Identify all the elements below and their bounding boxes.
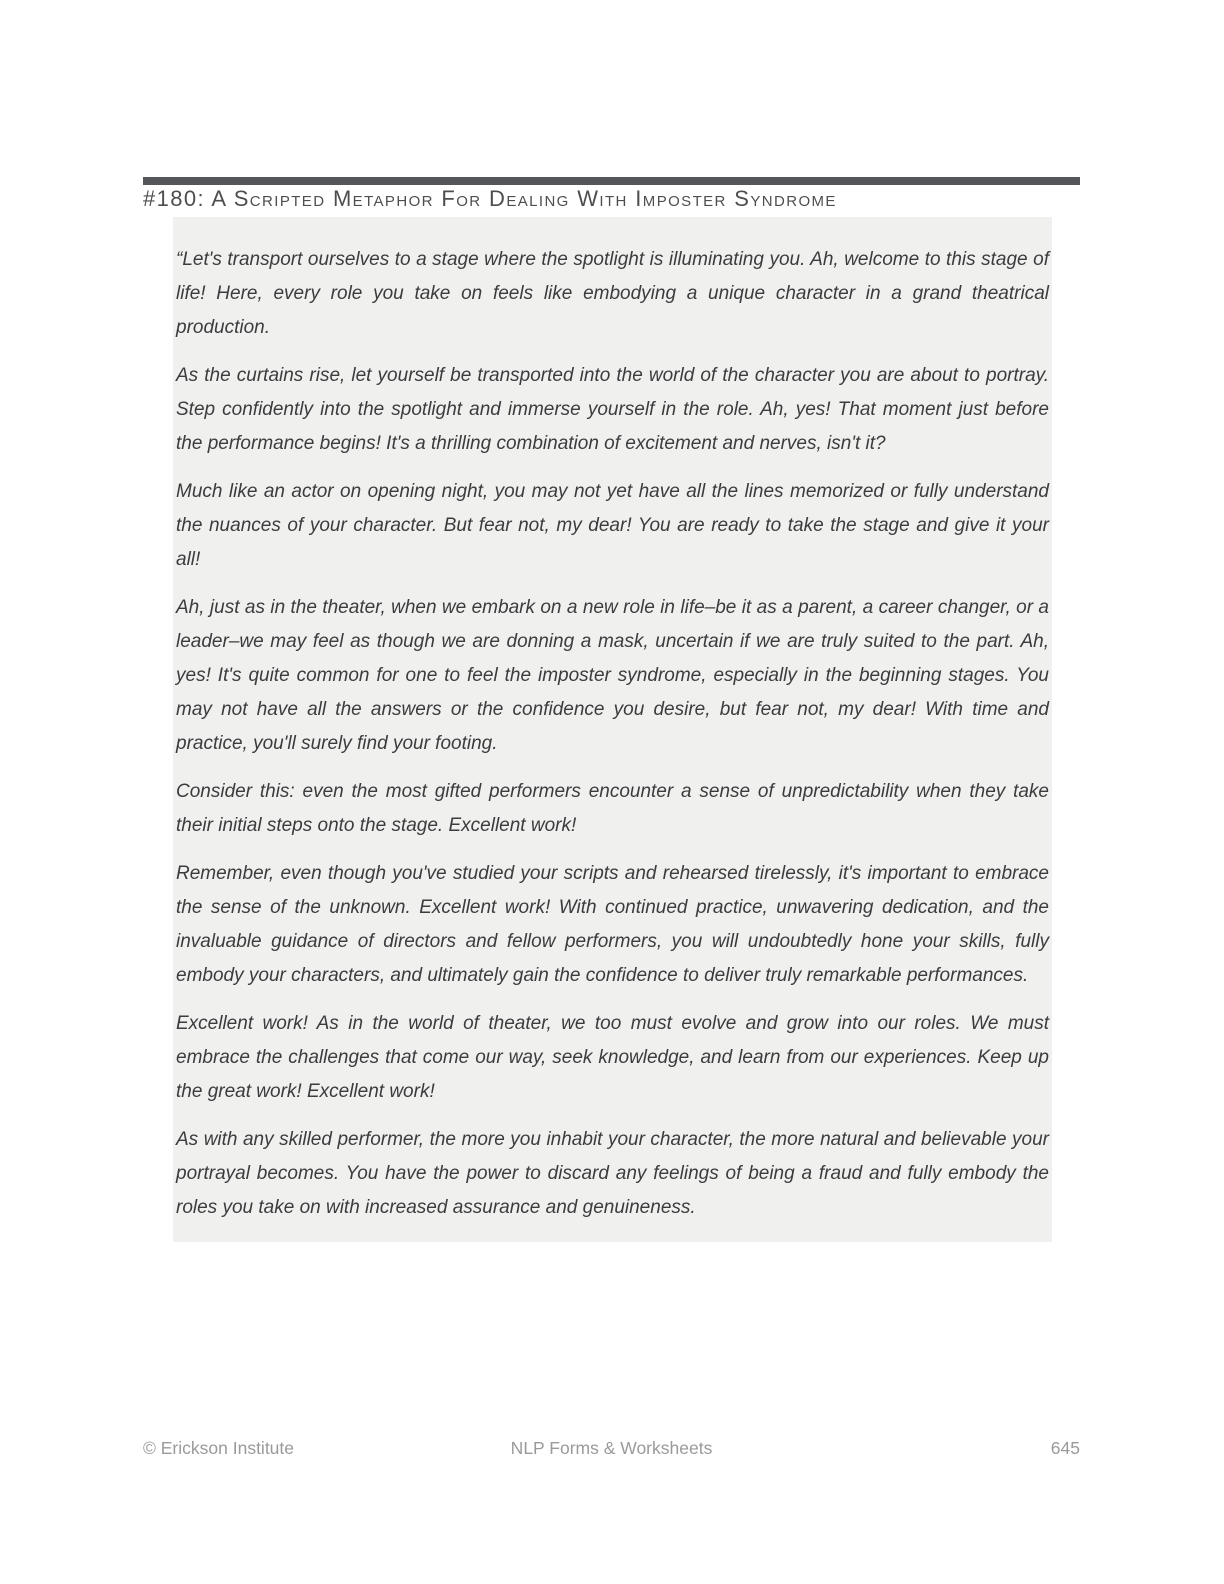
script-paragraph: Much like an actor on opening night, you may not yet have all the lines memorized or fully understand the nuances of your character. But fear not, my dear! You are ready to take the stage and give it your all! (176, 481, 1049, 570)
footer-copyright: © Erickson Institute (143, 1438, 295, 1458)
script-paragraph: Excellent work! As in the world of theater, we too must evolve and grow into our roles. We must embrace the challenges that come our way, seek knowledge, and learn from our experiences. Keep up the great work! Excellent work! (176, 1013, 1049, 1102)
script-panel (173, 217, 1052, 1242)
page-footer (143, 1438, 1080, 1462)
script-paragraph: “Let's transport ourselves to a stage where the spotlight is illuminating you. Ah, welcome to this stage of life! Here, every role you take on feels like embodying a unique character in a grand theatrical production. (176, 249, 1049, 338)
page-title: #180: A Scripted Metaphor For Dealing With Imposter Syndrome (143, 186, 837, 211)
heading-rule (143, 177, 1080, 185)
script-paragraph: Ah, just as in the theater, when we embark on a new role in life–be it as a parent, a career changer, or a leader–we may feel as though we are donning a mask, uncertain if we are truly suited to the part. Ah, yes! It's quite common for one to feel the imposter syndrome, especially in the beginning stages. You may not have all the answers or the confidence you desire, but fear not, my dear! With time and practice, you'll surely find your footing. (176, 597, 1049, 754)
script-paragraph: As with any skilled performer, the more you inhabit your character, the more natural and believable your portrayal becomes. You have the power to discard any feelings of being a fraud and fully embody the roles you take on with increased assurance and genuineness. (176, 1129, 1049, 1218)
script-paragraph: Consider this: even the most gifted performers encounter a sense of unpredictability when they take their initial steps onto the stage. Excellent work! (176, 781, 1049, 836)
footer-book-title: NLP Forms & Worksheets (510, 1438, 713, 1458)
script-paragraph: As the curtains rise, let yourself be transported into the world of the character you are about to portray. Step confidently into the spotlight and immerse yourself in the role. Ah, yes! That moment just before the performance begins! It's a thrilling combination of excitement and nerves, isn't it? (176, 365, 1049, 454)
script-paragraph: Remember, even though you've studied your scripts and rehearsed tirelessly, it's important to embrace the sense of the unknown. Excellent work! With continued practice, unwavering dedication, and the invaluable guidance of directors and fellow performers, you will undoubtedly hone your skills, fully embody your characters, and ultimately gain the confidence to deliver truly remarkable performances. (176, 863, 1049, 986)
footer-page-number: 645 (1050, 1438, 1080, 1458)
